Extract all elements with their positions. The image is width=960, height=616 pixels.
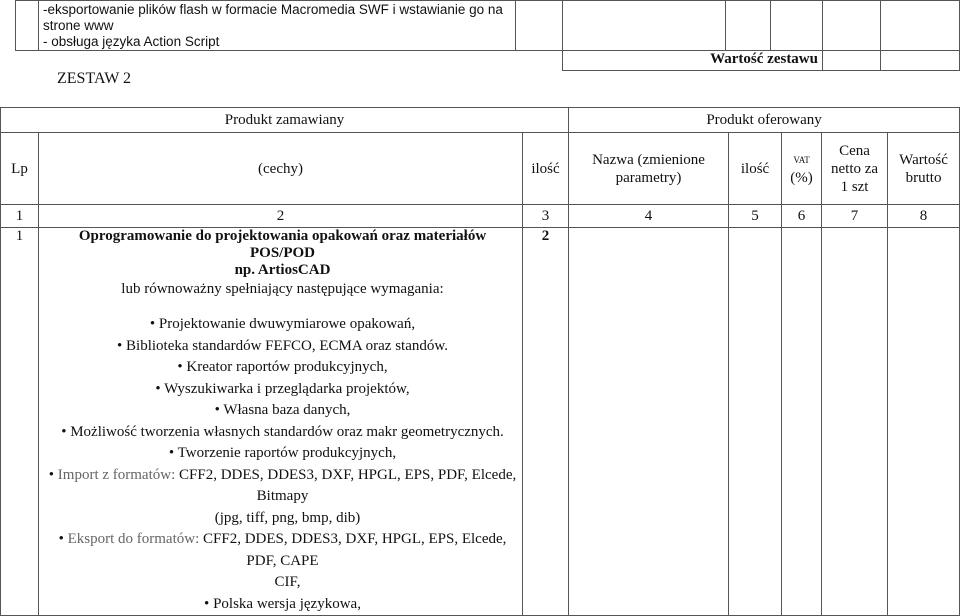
column-number: 7 [822, 205, 888, 228]
list-item-import [47, 465, 518, 508]
table-row [563, 48, 960, 71]
import-label: Import z formatów: [57, 466, 176, 483]
column-number-row [1, 205, 960, 228]
list-item-sub: CIF, [274, 574, 301, 590]
cell [881, 48, 960, 71]
group-offered-header: Produkt oferowany [569, 108, 960, 133]
cell [729, 228, 782, 616]
list-item: • Własna baza danych, [47, 400, 518, 422]
set-total-label: Wartość zestawu [563, 48, 823, 71]
export-formats: CFF2, DDES, DDES3, DXF, HPGL, EPS, Elcede, PDF, CAPE [199, 531, 507, 569]
product-title: Oprogramowanie do projektowania opakowań oraz materiałów POS/POD [78, 228, 487, 261]
list-item: • Kreator raportów produkcyjnych, [47, 357, 518, 379]
column-number: 2 [39, 205, 523, 228]
cell [823, 1, 881, 51]
product-intro: lub równoważny spełniający następujące wymagania: [121, 281, 444, 297]
previous-set-table [15, 0, 960, 51]
column-number: 1 [1, 205, 39, 228]
column-number: 6 [782, 205, 822, 228]
column-number: 3 [523, 205, 569, 228]
header-row [1, 133, 960, 205]
list-item-sub: (jpg, tiff, png, bmp, dib) [214, 509, 361, 526]
list-item: • Wyszukiwarka i przeglądarka projektów, [47, 379, 518, 401]
description-cell [39, 1, 516, 51]
description-line: - obsługa języka Action Script [43, 34, 220, 49]
list-item: • Tworzenie raportów produkcyjnych, [47, 443, 518, 465]
cell [563, 1, 726, 51]
list-item: • Biblioteka standardów FEFCO, ECMA oraz standów. [47, 336, 518, 358]
column-number: 8 [888, 205, 960, 228]
group-ordered-header: Produkt zamawiany [1, 108, 569, 133]
cell [822, 228, 888, 616]
list-item-export [47, 529, 518, 572]
header-gross: Wartość brutto [888, 133, 960, 205]
import-formats: CFF2, DDES, DDES3, DXF, HPGL, EPS, PDF, Elcede, Bitmapy [175, 466, 517, 504]
list-item: • Projektowanie dwuwymiarowe opakowań, [47, 314, 518, 336]
list-item: • Polska wersja językowa, [47, 594, 518, 616]
header-price: Cena netto za 1 szt [822, 133, 888, 205]
column-number: 5 [729, 205, 782, 228]
cell [569, 228, 729, 616]
row-qty: 2 [523, 228, 569, 616]
vat-percent: (%) [790, 169, 813, 186]
header-name: Nazwa (zmienione parametry) [569, 133, 729, 205]
requirements-list [47, 314, 518, 615]
cell [771, 1, 823, 51]
header-features: (cechy) [39, 133, 523, 205]
product-example: np. ArtiosCAD [234, 262, 331, 278]
export-label: Eksport do formatów: [67, 531, 200, 547]
cell [881, 1, 960, 51]
set-2-table [0, 107, 960, 616]
header-qty: ilość [523, 133, 569, 205]
column-number: 4 [569, 205, 729, 228]
cell [726, 1, 771, 51]
cell [782, 228, 822, 616]
row-lp: 1 [1, 228, 39, 616]
vat-label: VAT [793, 154, 810, 165]
header-row [1, 108, 960, 133]
list-item: • Możliwość tworzenia własnych standardów oraz makr geometrycznych. [47, 422, 518, 444]
cell [823, 48, 881, 71]
header-lp: Lp [1, 133, 39, 205]
set-total-table [562, 48, 960, 71]
table-row [1, 228, 960, 616]
header-qty-offered: ilość [729, 133, 782, 205]
description-line: -eksportowanie plików flash w formacie Macromedia SWF i wstawianie go na strone www [43, 2, 503, 33]
row-features [39, 228, 523, 616]
cell [16, 1, 39, 51]
set-title: ZESTAW 2 [57, 70, 132, 87]
cell [888, 228, 960, 616]
cell [516, 1, 563, 51]
header-vat [782, 133, 822, 205]
table-row [16, 1, 960, 51]
